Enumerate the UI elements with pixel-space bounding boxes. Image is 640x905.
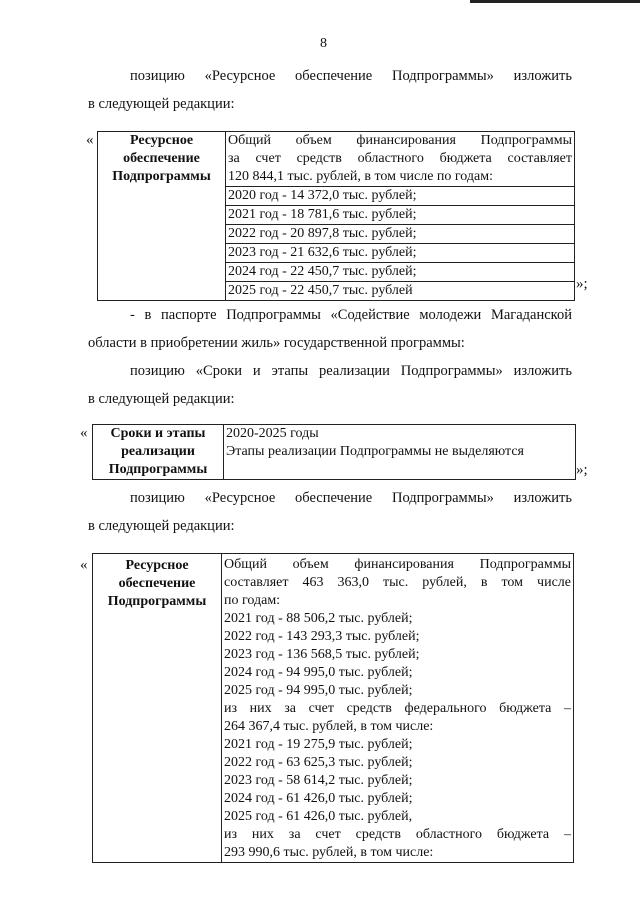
paragraph-resource-intro-2 bbox=[88, 489, 572, 535]
value-line: 2021 год - 88 506,2 тыс. рублей; bbox=[224, 611, 413, 626]
value-line: составляет 463 363,0 тыс. рублей, в том числе bbox=[224, 575, 571, 590]
paragraph-line: - в паспорте Подпрограммы «Содействие молодежи Магаданской bbox=[130, 307, 572, 323]
value-row: 2022 год - 20 897,8 тыс. рублей; bbox=[226, 225, 574, 244]
paragraph-line: позицию «Сроки и этапы реализации Подпрограммы» изложить bbox=[130, 363, 572, 379]
value-line: 2025 год - 94 995,0 тыс. рублей; bbox=[224, 683, 413, 698]
value-line: 2022 год - 63 625,3 тыс. рублей; bbox=[224, 755, 413, 770]
value-line: 2021 год - 19 275,9 тыс. рублей; bbox=[224, 737, 413, 752]
label-line: Ресурсное bbox=[129, 133, 194, 148]
opening-quote: « bbox=[86, 132, 94, 148]
closing-quote: »; bbox=[576, 276, 588, 292]
value-line: 264 367,4 тыс. рублей, в том числе: bbox=[224, 719, 434, 734]
label-line: Подпрограммы bbox=[107, 594, 207, 609]
value-row: 2023 год - 21 632,6 тыс. рублей; bbox=[226, 244, 574, 263]
value-line: 2022 год - 143 293,3 тыс. рублей; bbox=[224, 629, 420, 644]
value-line: 2024 год - 61 426,0 тыс. рублей; bbox=[224, 791, 413, 806]
value-row: 2024 год - 22 450,7 тыс. рублей; bbox=[226, 263, 574, 282]
resource-table-2020 bbox=[97, 131, 575, 301]
value-cell bbox=[226, 132, 575, 301]
label-line: Подпрограммы bbox=[112, 169, 211, 184]
top-edge-line bbox=[470, 0, 640, 3]
paragraph-line: позицию «Ресурсное обеспечение Подпрограммы» изложить bbox=[130, 68, 572, 84]
value-line: за счет средств областного бюджета составляет bbox=[228, 151, 572, 166]
paragraph-line: в следующей редакции: bbox=[88, 518, 235, 534]
value-row: 2021 год - 18 781,6 тыс. рублей; bbox=[226, 206, 574, 225]
value-row: 2020 год - 14 372,0 тыс. рублей; bbox=[226, 187, 574, 206]
value-line: 2023 год - 58 614,2 тыс. рублей; bbox=[224, 773, 413, 788]
value-line: по годам: bbox=[224, 593, 281, 608]
value-line: Общий объем финансирования Подпрограммы bbox=[228, 133, 572, 148]
label-cell bbox=[98, 132, 226, 301]
value-line: из них за счет средств областного бюджета – bbox=[224, 827, 571, 842]
opening-quote: « bbox=[80, 425, 88, 441]
value-line: 120 844,1 тыс. рублей, в том числе по годам: bbox=[228, 169, 493, 184]
label-line: обеспечение bbox=[118, 576, 196, 591]
value-line: 2024 год - 94 995,0 тыс. рублей; bbox=[224, 665, 413, 680]
value-line: 293 990,6 тыс. рублей, в том числе: bbox=[224, 845, 434, 860]
value-line: 2025 год - 61 426,0 тыс. рублей, bbox=[224, 809, 413, 824]
value-cell bbox=[224, 425, 576, 480]
paragraph-line: позицию «Ресурсное обеспечение Подпрограммы» изложить bbox=[130, 490, 572, 506]
label-line: Сроки и этапы bbox=[110, 426, 206, 441]
page-number: 8 bbox=[320, 36, 327, 51]
terms-table bbox=[92, 424, 576, 480]
label-line: обеспечение bbox=[123, 151, 200, 166]
value-line: 2020-2025 годы bbox=[226, 426, 319, 441]
paragraph-line: области в приобретении жиль» государственной программы: bbox=[88, 335, 465, 351]
label-line: реализации bbox=[121, 444, 195, 459]
paragraph-line: в следующей редакции: bbox=[88, 391, 235, 407]
value-line: 2023 год - 136 568,5 тыс. рублей; bbox=[224, 647, 420, 662]
label-cell bbox=[93, 554, 222, 863]
value-cell bbox=[222, 554, 574, 863]
label-line: Ресурсное bbox=[125, 558, 189, 573]
value-row bbox=[226, 132, 574, 187]
value-line: Общий объем финансирования Подпрограммы bbox=[224, 557, 571, 572]
paragraph-terms-intro bbox=[88, 362, 572, 408]
opening-quote: « bbox=[80, 557, 88, 573]
paragraph-resource-intro bbox=[88, 67, 572, 113]
value-row: 2025 год - 22 450,7 тыс. рублей bbox=[228, 283, 413, 298]
value-line: из них за счет средств федерального бюджета – bbox=[224, 701, 571, 716]
paragraph-passport bbox=[88, 306, 572, 352]
resource-table-2021 bbox=[92, 553, 574, 863]
value-line: Этапы реализации Подпрограммы не выделяются bbox=[226, 444, 524, 459]
label-cell bbox=[93, 425, 224, 480]
paragraph-line: в следующей редакции: bbox=[88, 96, 235, 112]
closing-quote: »; bbox=[576, 462, 588, 478]
label-line: Подпрограммы bbox=[108, 462, 208, 477]
